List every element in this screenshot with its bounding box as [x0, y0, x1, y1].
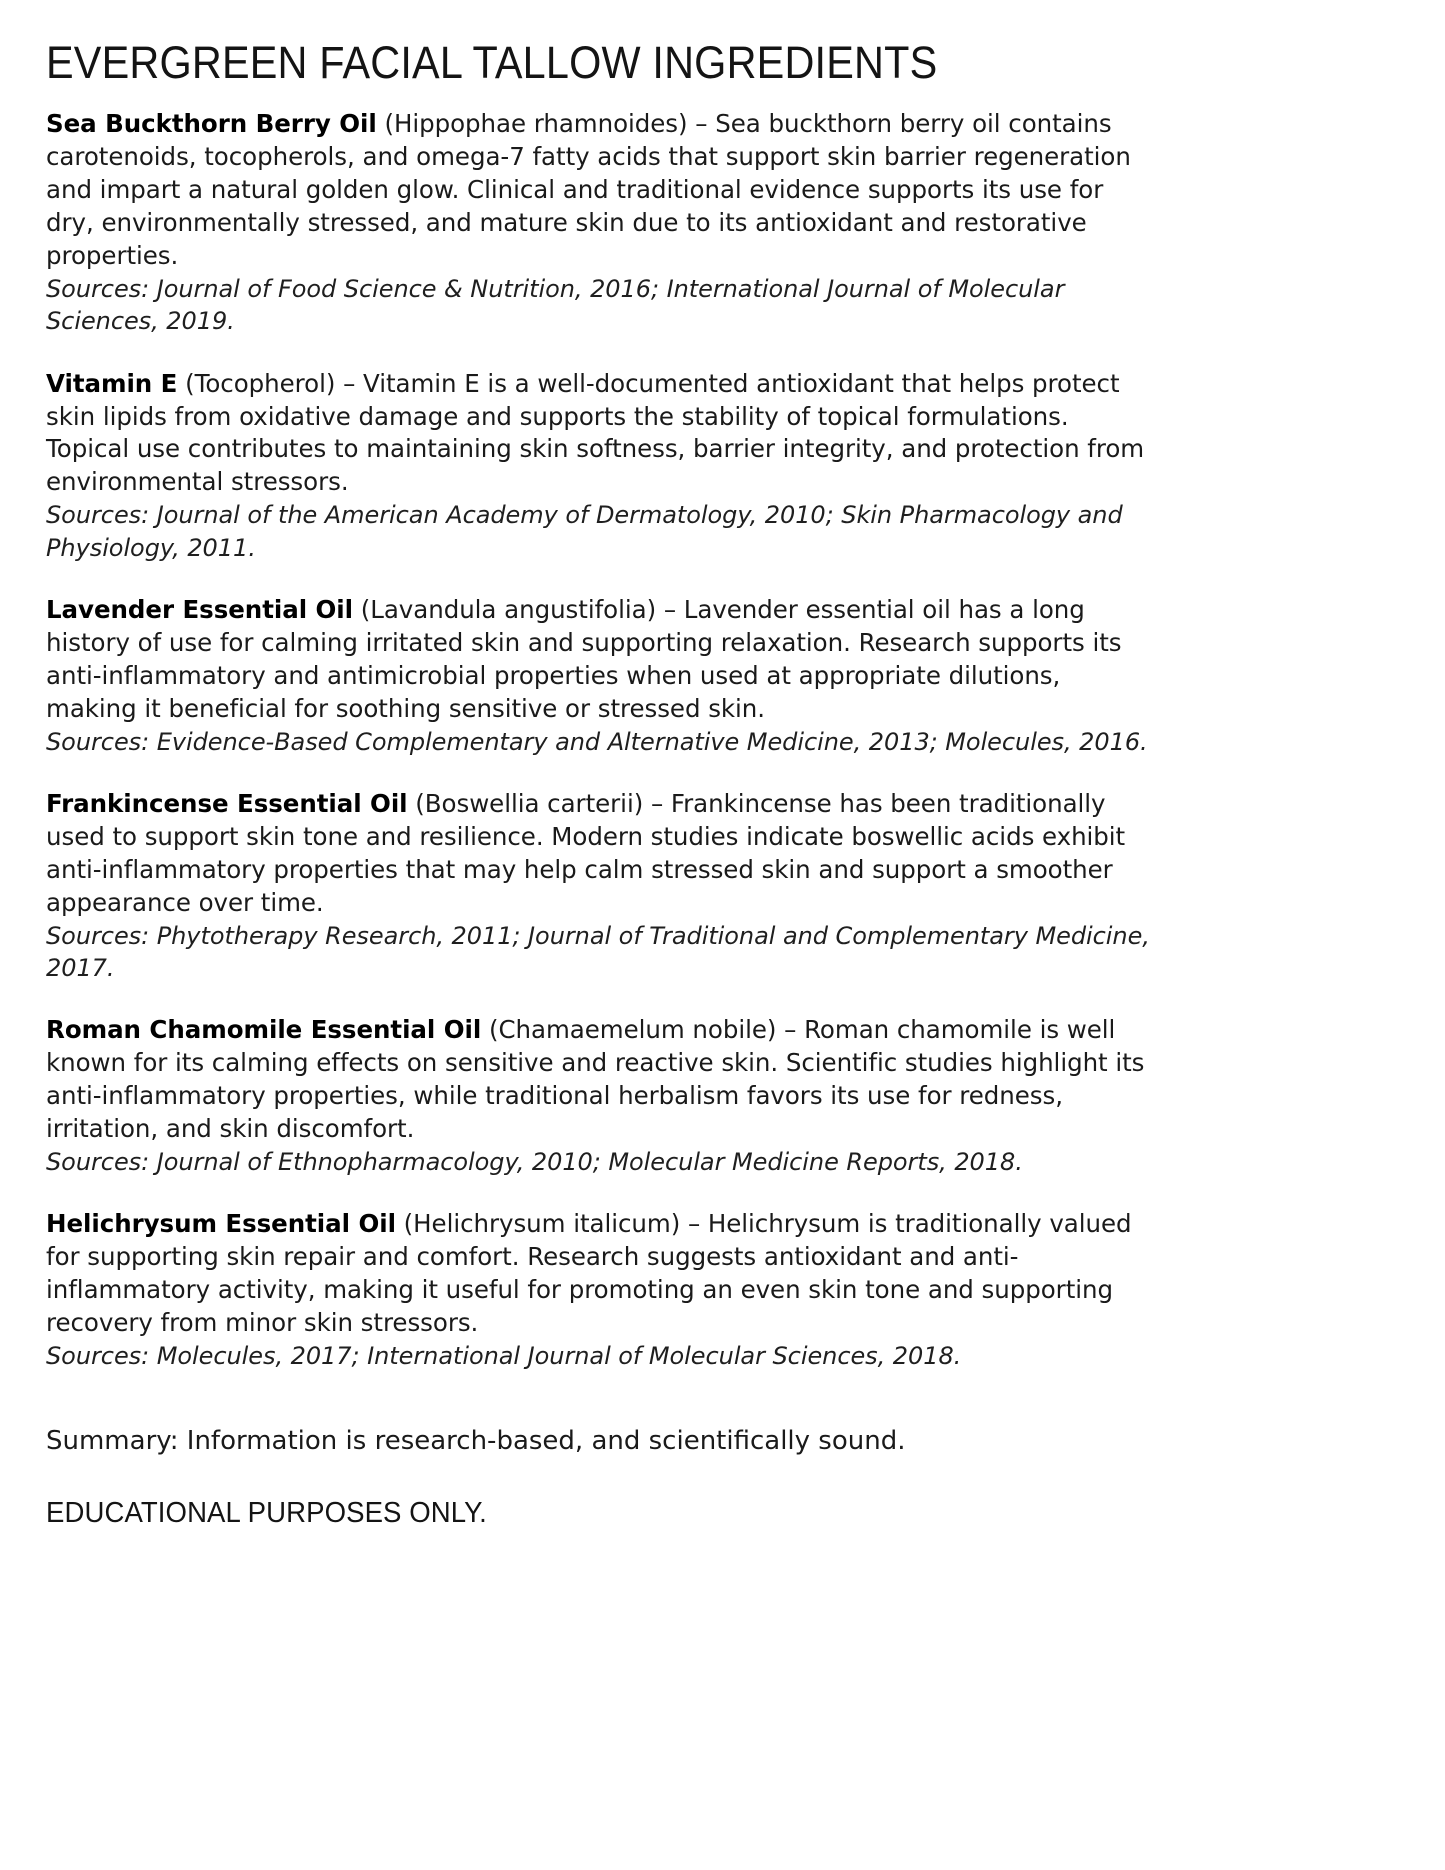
ingredient-description: Sea buckthorn berry oil contains carotenoids, tocopherols, and omega-7 fatty acids that support skin barrier regeneration and impart a natural golden glow. Clinical and traditional evidence supports its use for dry, environmentally stressed, and mature skin due to its antioxidant and restorative properties. — [46, 109, 1131, 271]
ingredient-sources: Sources: Molecules, 2017; International Journal of Molecular Sciences, 2018. — [46, 1341, 962, 1370]
summary-text: Summary: Information is research-based, and scientifically sound. — [46, 1426, 906, 1457]
ingredient-latin-name: (Helichrysum italicum) – — [395, 1209, 708, 1239]
ingredient-entry — [46, 368, 1151, 564]
ingredient-paragraph — [46, 788, 1151, 920]
ingredient-entry — [46, 108, 1151, 337]
ingredient-name: Roman Chamomile Essential Oil — [46, 1015, 482, 1045]
ingredient-name: Vitamin E — [46, 368, 178, 398]
ingredient-sources: Sources: Evidence-Based Complementary and Alternative Medicine, 2013; Molecules, 2016. — [46, 727, 1148, 756]
footer-block — [46, 1424, 1399, 1533]
ingredient-paragraph — [46, 594, 1151, 726]
ingredient-name: Lavender Essential Oil — [46, 594, 353, 624]
ingredient-entry — [46, 594, 1151, 758]
ingredient-latin-name: (Tocopherol) – — [177, 368, 364, 398]
ingredient-name: Sea Buckthorn Berry Oil — [46, 109, 377, 139]
ingredient-latin-name: (Lavandula angustifolia) – — [353, 594, 684, 624]
ingredient-entry — [46, 1208, 1151, 1372]
ingredient-sources: Sources: Phytotherapy Research, 2011; Journal of Traditional and Complementary Medicine, 2017. — [46, 921, 1150, 982]
ingredient-name: Helichrysum Essential Oil — [46, 1209, 396, 1239]
ingredient-paragraph — [46, 1014, 1151, 1146]
ingredient-description: Frankincense has been traditionally used to support skin tone and resilience. Modern studies indicate boswellic acids exhibit anti-inflammatory properties that may help calm stressed skin and support a smoother appearance over time. — [46, 788, 1126, 917]
ingredient-paragraph — [46, 108, 1151, 273]
ingredient-entry — [46, 788, 1151, 984]
ingredient-list — [46, 108, 1399, 1372]
ingredient-description: Roman chamomile is well known for its calming effects on sensitive and reactive skin. Scientific studies highlight its anti-inflammatory properties, while traditional herbalism favors its use for redness, irritation, and skin discomfort. — [46, 1015, 1145, 1143]
ingredient-sources: Sources: Journal of the American Academy of Dermatology, 2010; Skin Pharmacology and Physiology, 2011. — [46, 501, 1123, 562]
ingredient-latin-name: (Hippophae rhamnoides) – — [376, 109, 716, 139]
ingredient-paragraph — [46, 1208, 1151, 1340]
ingredient-latin-name: (Boswellia carterii) – — [407, 788, 671, 818]
ingredient-sources: Sources: Journal of Food Science & Nutrition, 2016; International Journal of Molecular Sciences, 2019. — [46, 275, 1065, 336]
disclaimer-text: EDUCATIONAL PURPOSES ONLY. — [46, 1497, 487, 1530]
ingredient-name: Frankincense Essential Oil — [46, 788, 408, 818]
ingredient-latin-name: (Chamaemelum nobile) – — [481, 1015, 805, 1045]
ingredient-sources: Sources: Journal of Ethnopharmacology, 2010; Molecular Medicine Reports, 2018. — [46, 1147, 1023, 1176]
ingredient-entry — [46, 1014, 1151, 1178]
ingredient-description: Vitamin E is a well-documented antioxidant that helps protect skin lipids from oxidative damage and supports the stability of topical formulations. Topical use contributes to maintaining skin softness, barrier integrity, and protection from environmental stressors. — [46, 368, 1145, 497]
ingredient-paragraph — [46, 368, 1151, 500]
page-title: EVERGREEN FACIAL TALLOW INGREDIENTS — [46, 37, 938, 88]
ingredient-description: Lavender essential oil has a long history of use for calming irritated skin and supporting relaxation. Research supports its anti-inflammatory and antimicrobial properties when used at appropriate dilutions, making it beneficial for soothing sensitive or stressed skin. — [46, 594, 1122, 723]
ingredient-description: Helichrysum is traditionally valued for supporting skin repair and comfort. Research suggests antioxidant and anti-inflammatory activity, making it useful for promoting an even skin tone and supporting recovery from minor skin stressors. — [46, 1209, 1132, 1338]
